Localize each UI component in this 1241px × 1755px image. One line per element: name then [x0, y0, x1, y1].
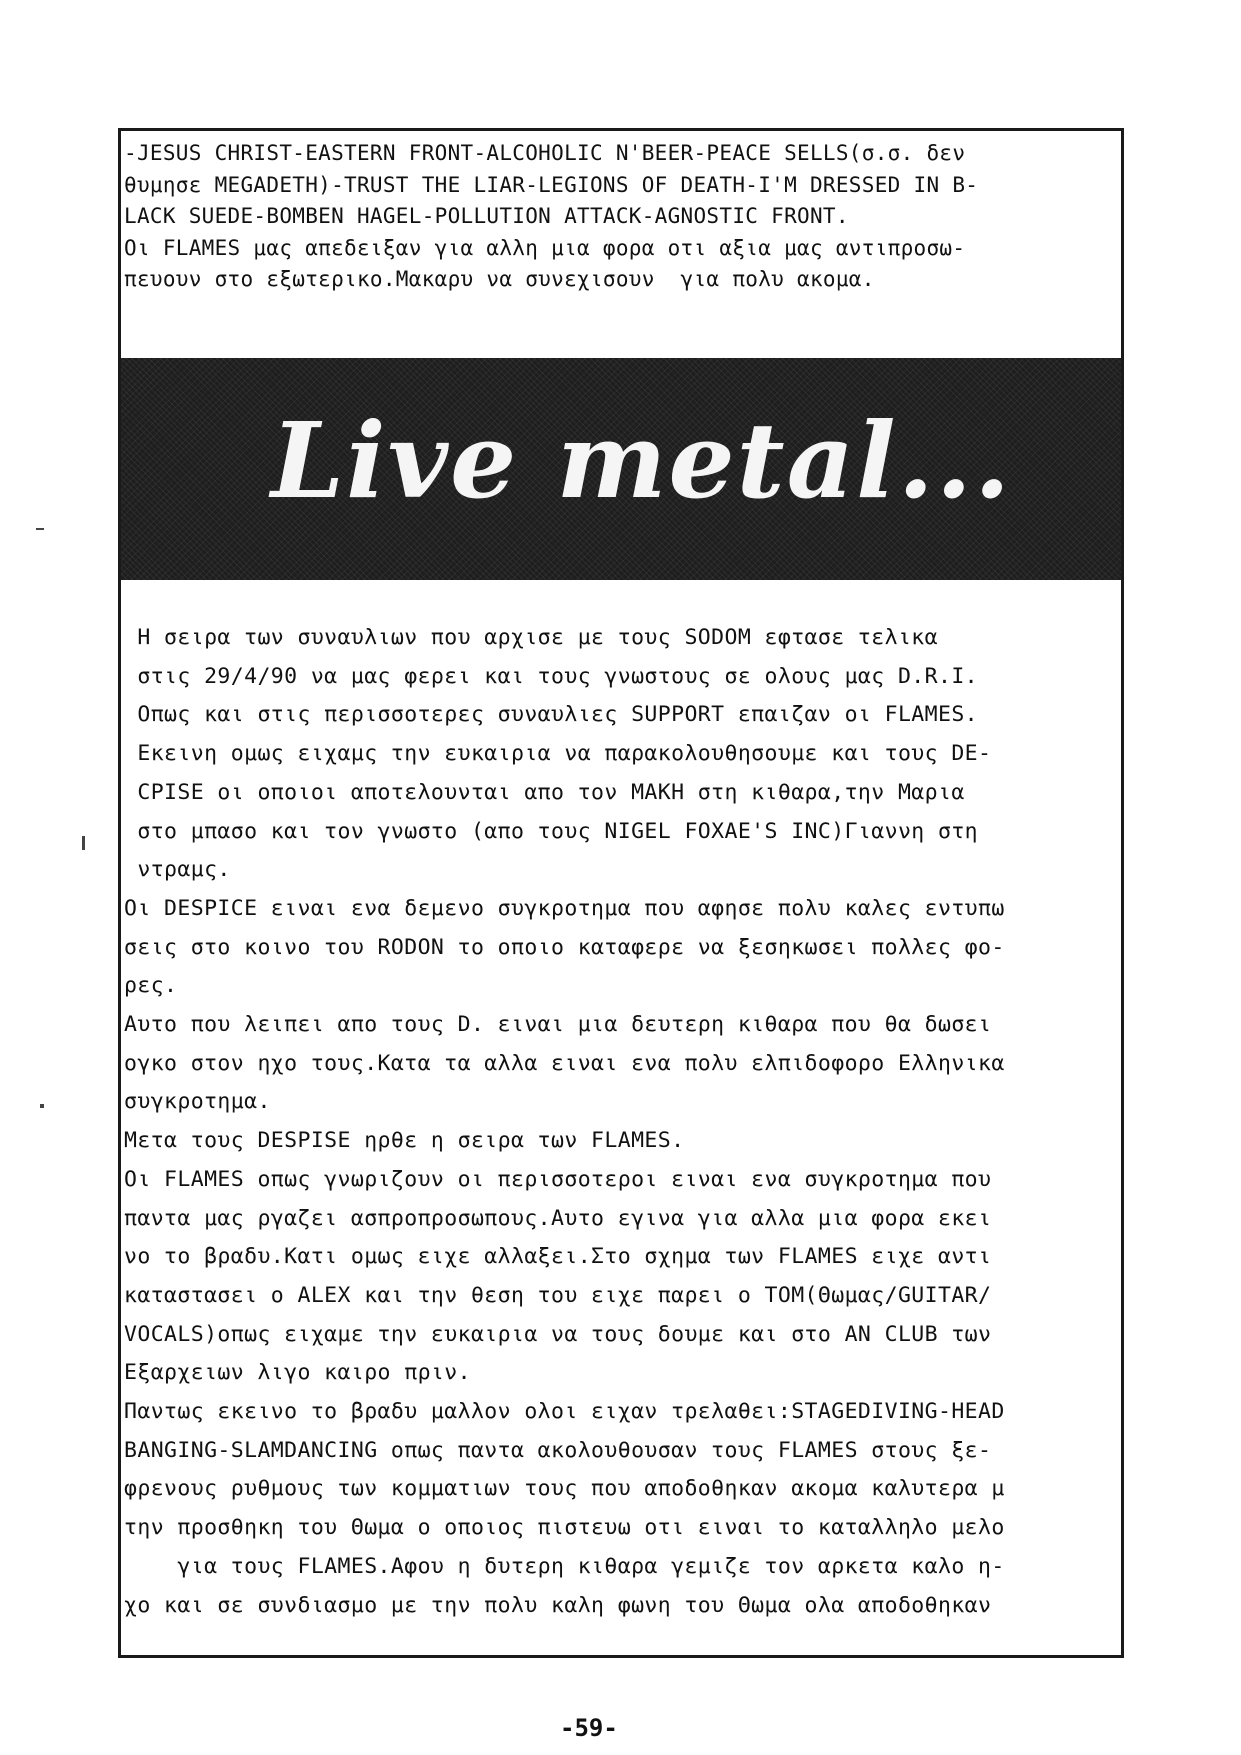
text-line: σεις στο κοινο του RODON το οποιο καταφερε να ξεσηκωσει πολλες φο- — [124, 934, 1005, 960]
article-body — [124, 619, 1120, 1625]
text-line: Οι FLAMES οπως γνωριζουν οι περισσοτεροι ειναι ενα συγκροτημα που — [124, 1166, 992, 1192]
text-line: για τους FLAMES.Αφου η δυτερη κιθαρα γεμιζε τον αρκετα καλο η- — [124, 1553, 1005, 1579]
banner-title: Live metal... — [271, 399, 1013, 522]
page-number: -59- — [560, 1714, 618, 1742]
margin-mark — [82, 836, 85, 850]
text-line: LACK SUEDE-BOMBEN HAGEL-POLLUTION ATTACK-AGNOSTIC FRONT. — [124, 204, 849, 228]
text-line: Αυτο που λειπει απο τους D. ειναι μια δευτερη κιθαρα που θα δωσει — [124, 1012, 992, 1038]
text-line: Παντως εκεινο το βραδυ μαλλον ολοι ειχαν τρελαθει:STAGEDIVING-HEAD — [124, 1399, 1005, 1425]
text-line: στο μπασο και τον γνωστο (απο τους NIGEL FOXAE'S INC)Γιαννη στη — [124, 818, 979, 844]
text-line: BANGING-SLAMDANCING οπως παντα ακολουθουσαν τους FLAMES στους ξε- — [124, 1437, 992, 1463]
top-paragraph — [124, 138, 1118, 296]
text-line: Εξαρχειων λιγο καιρο πριν. — [124, 1360, 471, 1386]
text-line: θυμησε MEGADETH)-TRUST THE LIAR-LEGIONS OF DEATH-I'M DRESSED IN B- — [124, 172, 979, 197]
text-line: φρενους ρυθμους των κομματιων τους που αποδοθηκαν ακομα καλυτερα μ — [124, 1476, 1005, 1502]
text-line: καταστασει ο ALEX και την θεση του ειχε παρει ο TOM(Θωμας/GUITAR/ — [124, 1282, 992, 1308]
text-line: συγκροτημα. — [124, 1089, 271, 1115]
text-line: πευουν στο εξωτερικο.Μακαρυ να συνεχισουν για πολυ ακομα. — [124, 267, 875, 291]
text-line: Οι FLAMES μας απεδειξαν για αλλη μια φορα οτι αξια μας αντιπροσω- — [124, 235, 966, 260]
text-line: VOCALS)οπως ειχαμε την ευκαιρια να τους δουμε και στο AN CLUB των — [124, 1321, 992, 1347]
text-line: Εκεινη ομως ειχαμς την ευκαιρια να παρακολουθησουμε και τους DE- — [124, 741, 992, 767]
text-line: CPISE οι οποιοι αποτελουνται απο τον ΜΑΚΗ στη κιθαρα,την Μαρια — [124, 779, 965, 805]
margin-mark — [40, 1104, 44, 1108]
text-line: Η σειρα των συναυλιων που αρχισε με τους SODOM εφτασε τελικα — [124, 625, 938, 650]
text-line: ογκο στον ηχο τους.Κατα τα αλλα ειναι ενα πολυ ελπιδοφορο Ελληνικα — [124, 1050, 1005, 1076]
text-line: στις 29/4/90 να μας φερει και τους γνωστους σε ολους μας D.R.I. — [124, 663, 979, 689]
text-line: ρες. — [124, 973, 178, 999]
text-line: νο το βραδυ.Κατι ομως ειχε αλλαξει.Στο σχημα των FLAMES ειχε αντι — [124, 1244, 992, 1270]
text-line: ντραμς. — [124, 857, 231, 883]
text-line: Οι DESPICE ειναι ενα δεμενο συγκροτημα που αφησε πολυ καλες εντυπω — [124, 895, 1005, 921]
margin-mark — [36, 528, 44, 530]
section-banner — [121, 358, 1121, 580]
text-line: Μετα τους DESPISE ηρθε η σειρα των FLAMES. — [124, 1128, 685, 1154]
text-line: την προσθηκη του Θωμα ο οποιος πιστευω οτι ειναι το καταλληλο μελο — [124, 1515, 1005, 1541]
text-line: παντα μας ργαζει ασπροπροσωπους.Αυτο εγινα για αλλα μια φορα εκει — [124, 1205, 992, 1231]
text-line: -JESUS CHRIST-EASTERN FRONT-ALCOHOLIC N'BEER-PEACE SELLS(σ.σ. δεν — [124, 141, 966, 165]
text-line: Οπως και στις περισσοτερες συναυλιες SUPPORT επαιζαν οι FLAMES. — [124, 702, 979, 728]
text-line: χο και σε συνδιασμο με την πολυ καλη φωνη του Θωμα ολα αποδοθηκαν — [124, 1592, 992, 1618]
